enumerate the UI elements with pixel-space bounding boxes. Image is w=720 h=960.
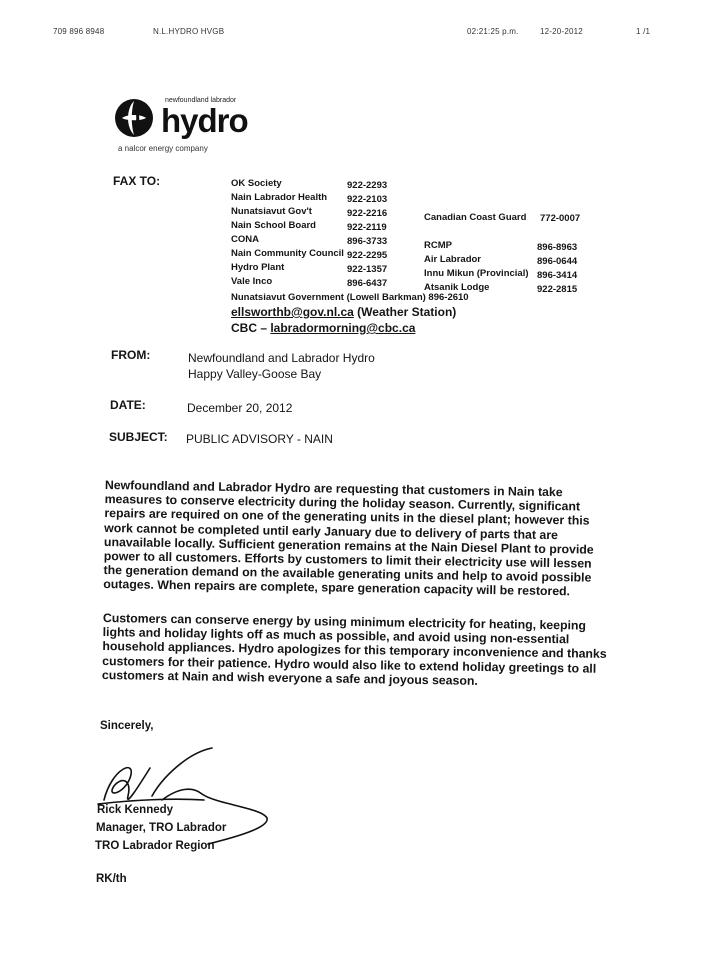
recipient-name: Hydro Plant	[231, 262, 285, 273]
cbc-email[interactable]: labradormorning@cbc.ca	[270, 321, 416, 335]
body-paragraph-2: Customers can conserve energy by using minimum electricity for heating, keeping lights and holiday lights off as much as possible, and avoid using non-essential household appliances. Hydro apologizes for this temporary inconvenience and thanks customers for their patience. Hydro would also like to extend holiday greetings to all customers at Nain and wish everyone a safe and joyous season.	[101, 611, 607, 688]
subject-label: SUBJECT:	[109, 430, 168, 444]
weather-station-suffix: (Weather Station)	[353, 305, 457, 319]
signatory-title: Manager, TRO Labrador	[96, 822, 227, 834]
company-logo	[113, 95, 273, 157]
recipient-number: 896-8963	[537, 242, 578, 253]
recipient-name: Atsanik Lodge	[424, 282, 490, 293]
email-line-weather	[231, 305, 456, 319]
recipient-name: RCMP	[424, 240, 452, 251]
salutation: Sincerely,	[100, 720, 154, 732]
recipient-name: Vale Inco	[231, 276, 273, 287]
recipient-name: Nunatsiavut Gov't	[231, 206, 312, 217]
from-label: FROM:	[111, 348, 151, 362]
recipient-number: 896-6437	[347, 278, 388, 289]
recipient-number: 896-3733	[347, 236, 388, 247]
recipient-number: 922-2293	[347, 180, 388, 191]
body-paragraph-1: Newfoundland and Labrador Hydro are requesting that customers in Nain take measures to conserve electricity during the holiday season. Currently, significant repairs are required on one of the generating units in the diesel plant; however this work cannot be completed until early January due to delivery of parts that are unavailable locally. Sufficient generation remains at the Nain Diesel Plant to provide power to all customers. Efforts by customers to limit their electricity use will lessen the generation demand on the available generating units and help to avoid possible outages. When repairs are complete, spare generation capacity will be restored.	[103, 478, 594, 599]
recipient-name: Nain Community Council	[231, 248, 344, 259]
fax-page-count: 1 /1	[636, 27, 651, 36]
fax-to-label: FAX TO:	[113, 174, 161, 188]
recipient-name: Canadian Coast Guard	[424, 212, 527, 223]
date-value: December 20, 2012	[187, 401, 293, 415]
recipient-number: 922-1357	[347, 264, 388, 275]
recipient-name: Nain Labrador Health	[231, 192, 328, 203]
fax-phone: 709 896 8948	[53, 27, 105, 36]
logo-wordmark: hydro	[161, 102, 248, 139]
subject-value: PUBLIC ADVISORY - NAIN	[186, 432, 333, 446]
date-label: DATE:	[110, 398, 146, 412]
recipient-number: 922-2216	[347, 208, 388, 219]
recipient-name: OK Society	[231, 178, 282, 189]
recipient-number: 896-3414	[537, 270, 578, 281]
from-line-2: Happy Valley-Goose Bay	[188, 367, 322, 381]
fax-sender: N.L.HYDRO HVGB	[153, 27, 225, 36]
recipient-number: 922-2815	[537, 284, 578, 295]
recipient-number: 922-2295	[347, 250, 388, 261]
recipient-number: 922-2103	[347, 194, 388, 205]
signatory-region: TRO Labrador Region	[95, 840, 215, 852]
recipient-number: 772-0007	[540, 213, 581, 224]
logo-top-text: newfoundland labrador	[165, 97, 237, 104]
fax-time: 02:21:25 p.m.	[467, 27, 519, 36]
typist-initials: RK/th	[96, 873, 127, 885]
recipient-name: Nain School Board	[231, 220, 316, 231]
logo-tagline: a nalcor energy company	[118, 144, 208, 153]
recipient-name: Innu Mikun (Provincial)	[424, 268, 529, 279]
weather-station-email[interactable]: ellsworthb@gov.nl.ca	[231, 305, 354, 319]
signatory-name: Rick Kennedy	[97, 804, 174, 816]
recipient-number: 896-0644	[537, 256, 578, 267]
fax-date: 12-20-2012	[540, 27, 583, 36]
from-line-1: Newfoundland and Labrador Hydro	[188, 351, 375, 365]
recipient-name: CONA	[231, 234, 259, 245]
cbc-prefix: CBC –	[231, 321, 271, 335]
recipient-number: 922-2119	[347, 222, 387, 233]
email-line-cbc	[231, 321, 415, 335]
nunatsiavut-line: Nunatsiavut Government (Lowell Barkman) 896-2610	[231, 292, 469, 303]
recipient-name: Air Labrador	[424, 254, 482, 265]
hydro-logo-icon	[113, 97, 155, 139]
